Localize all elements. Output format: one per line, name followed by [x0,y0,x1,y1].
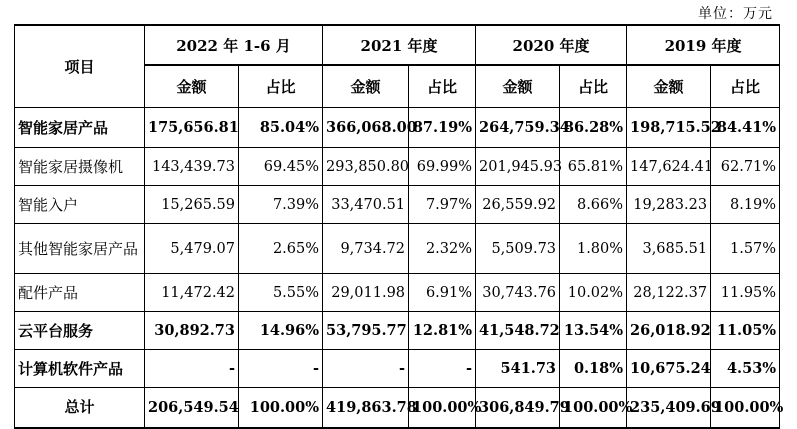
cell-amount: 26,559.92 [476,186,560,224]
cell-amount: 206,549.54 [145,388,239,428]
cell-amount: - [145,350,239,388]
cell-amount: 201,945.93 [476,148,560,186]
table-row-total [15,388,780,428]
cell-amount: 235,409.69 [627,388,711,428]
cell-amount: - [323,350,409,388]
table-row [15,274,780,312]
row-label: 云平台服务 [15,312,145,350]
cell-ratio: 0.18% [560,350,627,388]
cell-ratio: 62.71% [711,148,780,186]
cell-ratio: 11.05% [711,312,780,350]
cell-ratio: 7.97% [409,186,476,224]
cell-amount: 5,479.07 [145,224,239,274]
cell-amount: 306,849.79 [476,388,560,428]
header-ratio: 占比 [409,65,476,108]
cell-amount: 29,011.98 [323,274,409,312]
header-amount: 金额 [476,65,560,108]
row-label: 其他智能家居产品 [15,224,145,274]
table-row [15,312,780,350]
cell-ratio: 85.04% [239,108,323,148]
cell-ratio: 4.53% [711,350,780,388]
cell-ratio: 2.32% [409,224,476,274]
cell-amount: 143,439.73 [145,148,239,186]
cell-ratio: 100.00% [239,388,323,428]
cell-amount: 264,759.34 [476,108,560,148]
cell-ratio: 84.41% [711,108,780,148]
table-row [15,224,780,274]
unit-label: 单位：万元 [698,6,773,22]
header-row-periods [15,25,780,65]
cell-amount: 53,795.77 [323,312,409,350]
header-ratio: 占比 [239,65,323,108]
cell-amount: 419,863.78 [323,388,409,428]
cell-amount: 10,675.24 [627,350,711,388]
cell-ratio: 1.80% [560,224,627,274]
cell-amount: 30,892.73 [145,312,239,350]
cell-ratio: - [239,350,323,388]
cell-ratio: 13.54% [560,312,627,350]
cell-ratio: 5.55% [239,274,323,312]
cell-amount: 26,018.92 [627,312,711,350]
header-period: 2020 年度 [476,25,627,65]
cell-amount: 41,548.72 [476,312,560,350]
cell-ratio: 6.91% [409,274,476,312]
header-ratio: 占比 [711,65,780,108]
table-row [15,108,780,148]
cell-amount: 293,850.80 [323,148,409,186]
cell-ratio: 12.81% [409,312,476,350]
cell-ratio: 100.00% [409,388,476,428]
header-amount: 金额 [145,65,239,108]
revenue-table [14,24,784,429]
header-item: 项目 [15,25,145,108]
cell-amount: 9,734.72 [323,224,409,274]
cell-ratio: 2.65% [239,224,323,274]
cell-amount: 175,656.81 [145,108,239,148]
cell-ratio: - [409,350,476,388]
header-amount: 金额 [627,65,711,108]
row-label: 配件产品 [15,274,145,312]
cell-ratio: 65.81% [560,148,627,186]
cell-ratio: 8.66% [560,186,627,224]
cell-amount: 11,472.42 [145,274,239,312]
cell-amount: 33,470.51 [323,186,409,224]
cell-amount: 541.73 [476,350,560,388]
cell-amount: 198,715.52 [627,108,711,148]
cell-amount: 28,122.37 [627,274,711,312]
cell-ratio: 8.19% [711,186,780,224]
cell-amount: 30,743.76 [476,274,560,312]
cell-ratio: 11.95% [711,274,780,312]
row-label: 智能家居产品 [15,108,145,148]
cell-amount: 15,265.59 [145,186,239,224]
cell-amount: 5,509.73 [476,224,560,274]
header-amount: 金额 [323,65,409,108]
table-row [15,148,780,186]
cell-amount: 366,068.00 [323,108,409,148]
cell-ratio: 87.19% [409,108,476,148]
cell-amount: 19,283.23 [627,186,711,224]
table-row [15,186,780,224]
cell-ratio: 7.39% [239,186,323,224]
cell-ratio: 1.57% [711,224,780,274]
cell-ratio: 69.45% [239,148,323,186]
cell-amount: 3,685.51 [627,224,711,274]
header-ratio: 占比 [560,65,627,108]
row-label: 智能入户 [15,186,145,224]
cell-ratio: 10.02% [560,274,627,312]
cell-ratio: 14.96% [239,312,323,350]
header-period: 2022 年 1-6 月 [145,25,323,65]
cell-ratio: 86.28% [560,108,627,148]
header-period: 2021 年度 [323,25,476,65]
cell-amount: 147,624.41 [627,148,711,186]
cell-ratio: 100.00% [711,388,780,428]
row-label: 计算机软件产品 [15,350,145,388]
cell-ratio: 69.99% [409,148,476,186]
cell-ratio: 100.00% [560,388,627,428]
row-label: 总计 [15,388,145,428]
table-row [15,350,780,388]
header-period: 2019 年度 [627,25,780,65]
row-label: 智能家居摄像机 [15,148,145,186]
